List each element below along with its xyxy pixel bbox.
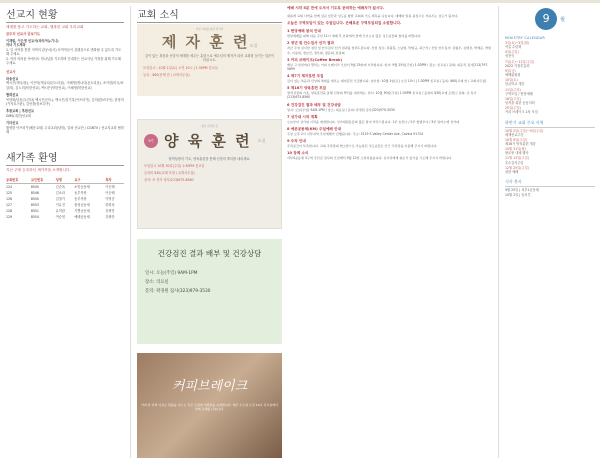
event-date: 10일(토) [505, 78, 518, 83]
announcement-head: 오늘은 구역모임이 있는 주일입니다. 은혜로운 구역모임되길 소원합니다. [287, 21, 402, 26]
table-cell: 128 [6, 208, 13, 213]
announcement-body: 매년 고 일일마다 열리는 커피 브레이크 모임이 9월 25일에 시작합니다. 일시: 9월 25일(주일) 1:30PM / 장소: 친교실 / 문의: 최준식 집사(213)797-5699 [287, 62, 489, 71]
meal-item: 9월 25일 | 서부1공동체 [505, 188, 539, 193]
card-text: 영적성장의 기초, 양육훈련을 통해 신앙의 뿌리를 내리세요. [168, 157, 251, 161]
event-date: 25일(주일) [505, 106, 521, 111]
welcome-title: 새가족 환영 [6, 149, 124, 166]
card-text: 커피 한 잔의 여유로 말씀을 나누는 작은 모임에 여러분을 초대합니다. 매주 수요일 오전 10시 친교실에서 함께 은혜를 나눕니다. [141, 403, 278, 412]
announcement-body: 헌당예배를 위해 다음 주일 11시 예배 후 본당에서 함께 모이오니 많은 성도님들의 참여를 바랍니다. [287, 34, 422, 39]
announcement-body: 서부4공동체 3구역 주인길 집사의 모친께서 9월 12일 소천하셨습니다. 유가족에게 위로가 있기를 기도해 주시기 바랍니다. [287, 156, 453, 161]
event-date: 3일(토)~5일(월) [505, 41, 530, 45]
event-name: 성찬식 [505, 54, 515, 59]
card-schedule: 모임일시 10월 30일(주일) 1:30PM 친교실 [144, 164, 205, 169]
announcement-title: 7 성가대 시작 계획 [287, 114, 318, 119]
card-text: 깊이 있는 복음과 신앙의 체계를 세우는 훈련으로 예수님의 제자가 되어 교회를 섬기는 일꾼이 되십시오. [144, 54, 275, 63]
event-item [505, 129, 595, 137]
table-cell: 8553 [30, 202, 39, 207]
event-item [505, 50, 595, 58]
event-date: 11일(주일) [505, 87, 521, 92]
col-header: 교인번호 [31, 176, 56, 184]
event-date: 7일(수)~11일(주일) [505, 59, 535, 64]
announcement-item [287, 127, 492, 136]
nurture-card[interactable] [137, 119, 282, 229]
card-title: 건강검진 결과 배부 및 건강상담 [157, 249, 262, 258]
announcement-title: 6 건강검진 결과 배부 및 건강상담 [287, 102, 341, 107]
announcement-title: 3 커피 브레이크(Coffee Break) [287, 57, 343, 62]
event-date: 12월 25일(주일) [505, 165, 529, 170]
table-cell: 124 [6, 184, 13, 189]
event-name: 성탄 예배 [505, 169, 519, 174]
event-item [505, 166, 595, 174]
event-name: 여름 수련회 [505, 45, 522, 50]
table-cell: 기쁨공동체 [74, 209, 90, 214]
announcement-body: 일시: 오늘(주일) 9AM-1PM / 장소: 의료실 / 문의: 곽경원 집사(323)979-3530 [287, 107, 395, 112]
table-cell: 동부목장 [74, 197, 87, 202]
announcement-item [287, 41, 492, 54]
event-name: 추수감사주일 [505, 160, 524, 165]
event-date: 10월 9일(주일) [505, 137, 527, 142]
card-contact: 문의: 곽경원 집사(323)979-3530 [145, 288, 211, 294]
column-divider [498, 6, 499, 458]
announcement-body: 지난 주일 실시한 정년 및 안수집사 선거 결과를 알려드립니다. 신임 장로: 곽광훈, 노남현, 박범규, 최근석 / 신임 안수집사: 김형우, 김태성, 박세준, 박현수, 이승현, 정보인, 정우철, 정운희, 한중희 [287, 46, 491, 55]
column-divider [130, 6, 131, 458]
announcement-item [287, 103, 492, 112]
card-date: 일시: 오늘(주일) 9AM-1PM [145, 270, 198, 276]
table-cell: 이유진 [55, 203, 65, 208]
table-cell: 8546 [30, 190, 39, 195]
event-item [505, 60, 595, 68]
mission-title: 선교지 현황 [6, 6, 124, 23]
event-name: 한글학교 개강 [505, 82, 525, 87]
missionary-names: 이재범, 이은영 선교사(파푸아뉴기니) [6, 38, 59, 43]
card-schedule: 모임일시 : 10월 1일(토) 오전 10시 | 1:30PM 친교실 [143, 65, 218, 70]
coffee-card[interactable] [137, 353, 282, 458]
event-date: 10월 31일(월) [505, 147, 526, 152]
group-heading: 기타선교 [6, 121, 19, 126]
event-item [505, 88, 595, 96]
announcements-column [287, 6, 492, 458]
ministry-heading: 하반기 교회 주요 사역 [505, 120, 595, 128]
newcomer-table [6, 176, 124, 220]
announcement-title: 9 주차 안내 [287, 139, 306, 144]
event-item [505, 78, 595, 86]
event-date: 9일(금) [505, 68, 516, 73]
group-heading: 후원교회 | 후원선교 [6, 109, 35, 114]
table-cell: 소망공동체 [74, 185, 90, 190]
prayer-label: 자녀 기도제목 [6, 43, 26, 48]
col-header: 성명 [56, 176, 75, 184]
table-cell: 여승현 [55, 215, 65, 220]
table-row [6, 214, 124, 220]
discipleship-card[interactable] [137, 24, 282, 96]
table-cell: 129 [6, 214, 13, 219]
mission-column [6, 6, 124, 458]
announcement-body: 영적성장의 기초, 양육훈련을 통해 신앙의 뿌리를 내리세요. 일시: 10월 30일(주일) 1:30PM 친교실 / 등록비 $30(교재 포함) / 문의: 조 목사 (213)675-8560 [287, 91, 477, 100]
calendar-heading: MINISTRY CALENDAR [505, 36, 546, 40]
announcement-item [287, 74, 492, 83]
intro: 예배 시작 5분 전에 오셔서 기도로 준비하는 예배자가 됩시다. [287, 6, 385, 10]
month-suffix: 월 [560, 16, 565, 23]
announcement-title: 4 제7기 제자훈련 모집 [287, 74, 324, 79]
announcement-body: 오늘부터 성가대 시작을 재개합니다. 성가대원분들의 많은 참여 부탁드립니다. 1부 호산나 / 2부 할렐루야 / 3부 임마누엘 성가대 [287, 119, 460, 124]
group-text: 백시은(태국/풀), 이은미(캐나다/몬트리올), 이혜영(캐나다/몬트리올), 조이한(미국/코알라), 김노미(북한선교), 백시은(북한선교), 이혜영(북한선교) [6, 81, 124, 90]
table-cell: 8551 [30, 208, 39, 213]
table-cell: 유미란 [55, 209, 65, 214]
table-cell: 이승택 [105, 191, 115, 196]
event-item [505, 156, 595, 164]
group-text: 월영한 아프리카(배운교회) 우리교회(남미), 알파 선교단 / CGNTV / 선교지교회 협력해 [6, 125, 124, 135]
announcement-item [287, 139, 492, 148]
tagline: 세계를 품고 기도하는 교회, 행복한 교회 우리교회 [6, 25, 84, 29]
month-badge: 9 [535, 8, 557, 30]
announcement-list [287, 29, 492, 160]
card-mini: 이번 교회를 위한 선교학 [195, 28, 224, 31]
cohort-badge: 9기 [144, 134, 158, 148]
announcement-title: 2 정년 및 안수집사 선거 결과 [287, 41, 334, 46]
announcement-title: 8 예존공동체(KM) 주일예배 안내 [287, 126, 342, 131]
event-item [505, 147, 595, 155]
announcement-body: 깊이 있는 복음과 신앙의 체계를 세우는 제자훈련 모집합니다. 임시일: 10월 1일(토) 오전 10시 | 1:30PM 친교실 / 등록: $60(교재 한 / 교회사무실) [287, 79, 487, 84]
event-name: 2022 가을부흥회 [505, 63, 530, 68]
card-fee: 등록비 $30(교재 포함 / 교회사무실) [144, 171, 195, 176]
prayer-subtitle: 금주의 선교사 중보기도 [6, 31, 41, 36]
event-date: 10월 2일(주일)~9일(주일) [505, 128, 544, 133]
table-cell: 충성공동체 [74, 203, 90, 208]
table-cell: 동부목장 [74, 191, 87, 196]
table-cell: 126 [6, 196, 13, 201]
meal-heading: 식사 봉사 [505, 179, 595, 187]
group-heading: 협력선교 [6, 93, 19, 98]
top-strip [0, 0, 600, 3]
table-cell: 김순옥 [55, 185, 65, 190]
col-header: 등록번호 [6, 176, 31, 184]
group-text: GMS(대전)선교회 [6, 113, 32, 118]
event-date: 4일(주일) [505, 50, 519, 55]
event-item [505, 106, 595, 114]
news-title: 교회 소식 [137, 6, 282, 23]
col-header: 교구 [74, 176, 105, 184]
card-title: 양 육 훈 련 [164, 132, 252, 150]
ministry-list [505, 129, 595, 175]
announcement-item [287, 29, 492, 38]
calendar-column [505, 6, 595, 458]
prayer-item: 1. 일 사역을 통한 지역의 관공서(사) 사역자들이 설렘감으로 변화될 수 있도록 기도해 주세요. [6, 47, 122, 57]
meal-item: 10월 2일 | 동서부 [505, 193, 531, 198]
card-title: 제 자 훈 련 [161, 33, 250, 51]
event-item [505, 41, 595, 49]
card-speaker: 강사: 조 목사 정사(213)675-8560 [144, 178, 194, 183]
announcement-item [287, 86, 492, 99]
event-date: 18일(주일) [505, 96, 521, 101]
card-fee: 등록 : $60(문제 한 / 교회사무실) [143, 72, 190, 77]
card-mini: 영성 신앙의 길 [201, 125, 218, 128]
group-text: 목당희/남동(우간다) 백시은(인도), 백시은/김기록(아프리카), 김미(캄보디아), 한정미(카자흐스탄), 김선을(캄보디아) [6, 97, 124, 106]
event-item [505, 138, 595, 146]
table-cell: 8550 [30, 196, 39, 201]
table-cell: 8554 [30, 214, 39, 219]
health-card[interactable] [137, 239, 282, 344]
card-place: 장소: 의료실 [145, 279, 169, 285]
event-date: 11월 13일(주일) [505, 156, 529, 161]
table-cell: 강형만 [105, 209, 115, 214]
table-cell: 127 [6, 202, 13, 207]
table-cell: 125 [6, 190, 13, 195]
event-name: 예배위원회 [505, 73, 521, 78]
table-cell: 김소라 [55, 191, 65, 196]
announcement-item [287, 115, 492, 124]
announcement-title: 5 제16기 양육훈련 모집 [287, 86, 327, 91]
announcement-title: 10 장례 소식 [287, 151, 309, 156]
announcement-item [287, 151, 492, 160]
table-cell: 강형만 [105, 215, 115, 220]
news-column [137, 6, 282, 458]
col-header: 목자 [105, 176, 124, 184]
event-name: 구역모임 / 헌당예배 [505, 91, 533, 96]
missionary-label: 선교사 [6, 69, 16, 74]
announcement-body: 주일 오후 2시 서부지역 주일예배가 진행됩니다. 주소: 5119 S Valley Center Ave, Covina 91724 [287, 131, 424, 136]
prayer-item: 2. 여러 어려움 속에서도 하나님을 기도하며 인내하는 선교사님 가정을 위해 기도해 주세요. [6, 56, 121, 66]
table-cell: 이승택 [105, 185, 115, 190]
welcome-subtitle: 지난 주에 등록하신 새가족을 소개합니다. [6, 167, 71, 172]
announcement-body: 주차공간이 부족합니다. 교회 주차장의 협소함으로 가능하신 성도님들은 인근 주차장을 이용해 주시기 바랍니다. [287, 144, 438, 149]
event-name: 세계선교주간 [505, 132, 524, 137]
announcement-title: 1 헌당예배 참석 안내 [287, 29, 322, 34]
table-cell: 김철기 [55, 197, 65, 202]
event-name: 임직을 위한 공동의회 [505, 101, 535, 106]
table-cell: 예배공동체 [74, 215, 90, 220]
intro-text: 새롭게 교회 사역을 함께 섬길 일꾼과 성도를 향한 교회의 기도 제목을 나눕니다. 예배와 말씀 중심으로 거하시는 성도가 됩시다. [287, 14, 459, 18]
event-list [505, 41, 595, 115]
table-cell: 이명중 [105, 197, 115, 202]
event-item [505, 97, 595, 105]
event-item [505, 69, 595, 77]
group-heading: 파송선교 [6, 76, 19, 81]
event-name: 제16기 양육훈련 개강 [505, 141, 536, 146]
card-suffix: 모집 [249, 43, 258, 48]
event-name: 커피 브레이크 1차 모임 [505, 110, 538, 115]
announcement-item [287, 58, 492, 71]
card-suffix: 모집 [257, 137, 266, 143]
table-cell: 한회성 [105, 203, 115, 208]
card-title: 커피브레이크 [171, 379, 248, 394]
event-name: 할로윈 대체 행사 [505, 151, 529, 156]
table-cell: 8545 [30, 184, 39, 189]
